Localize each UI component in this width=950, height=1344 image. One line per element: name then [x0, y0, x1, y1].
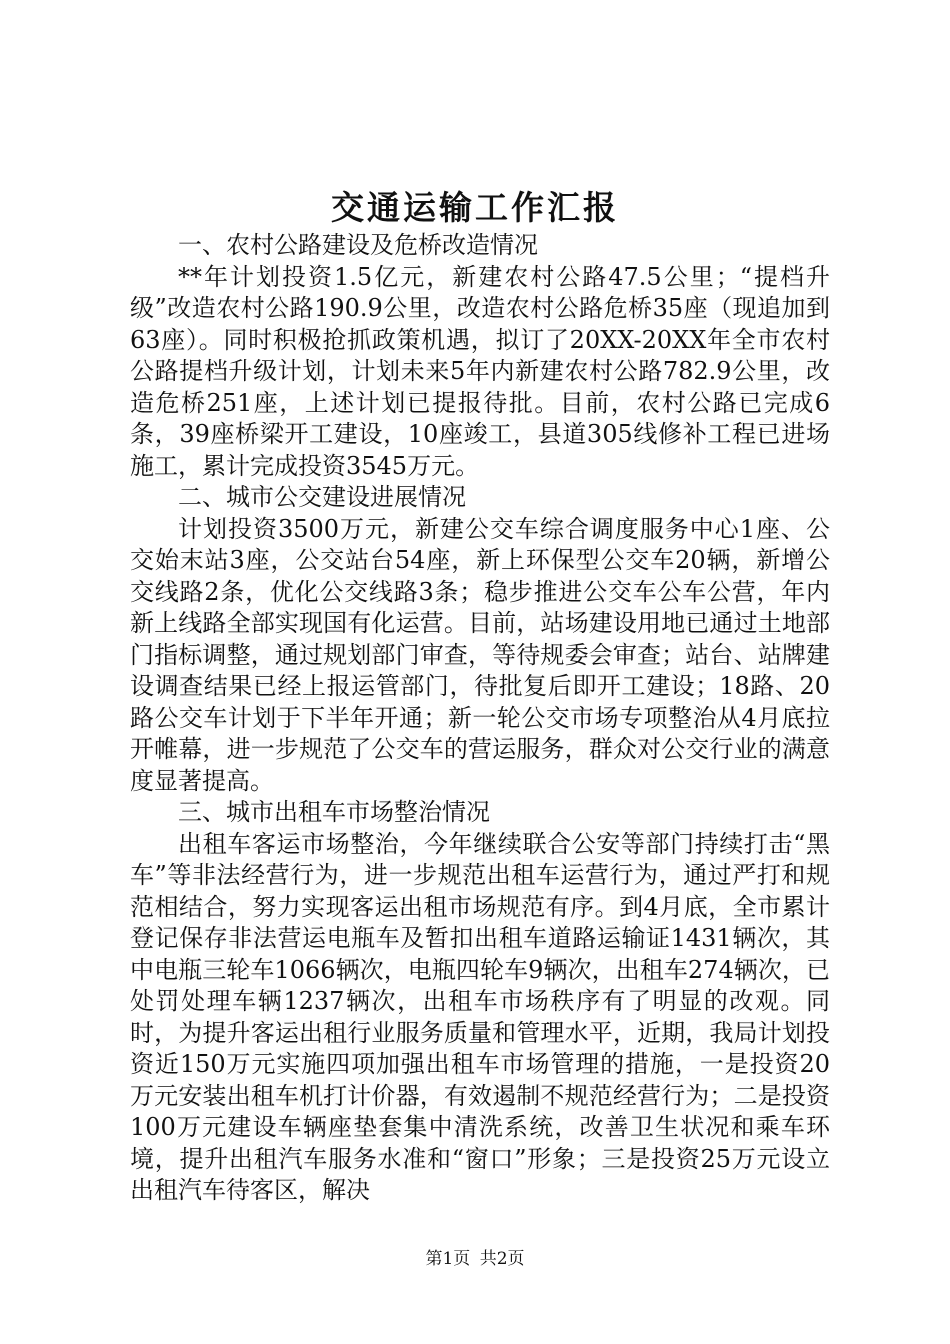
document-body — [130, 230, 830, 1207]
section-heading-city-bus: 二、城市公交建设进展情况 — [178, 483, 466, 511]
section-body-city-bus: 计划投资3500万元，新建公交车综合调度服务中心1座、公交始末站3座，公交站台54座，新上环保型公交车20辆，新增公交线路2条，优化公交线路3条；稳步推进公交车公车公营，年内新上线路全部实现国有化运营。目前，站场建设用地已通过土地部门指标调整，通过规划部门审查，等待规委会审查；站台、站牌建设调查结果已经上报运管部门，待批复后即开工建设；18路、20路公交车计划于下半年开通；新一轮公交市场专项整治从4月底拉开帷幕，进一步规范了公交车的营运服务，群众对公交行业的满意度显著提高。 — [130, 514, 830, 795]
section-heading-taxi-market: 三、城市出租车市场整治情况 — [178, 798, 490, 826]
page-footer — [0, 1244, 950, 1269]
section-body-taxi-market: 出租车客运市场整治，今年继续联合公安等部门持续打击“黑车”等非法经营行为，进一步规范出租车运营行为，通过严打和规范相结合，努力实现客运出租市场规范有序。到4月底，全市累计登记保存非法营运电瓶车及暂扣出租车道路运输证1431辆次，其中电瓶三轮车1066辆次，电瓶四轮车9辆次，出租车274辆次，已处罚处理车辆1237辆次，出租车市场秩序有了明显的改观。同时，为提升客运出租行业服务质量和管理水平，近期，我局计划投资近150万元实施四项加强出租车市场管理的措施，一是投资20万元安装出租车机打计价器，有效遏制不规范经营行为；二是投资100万元建设车辆座垫套集中清洗系统，改善卫生状况和乘车环境，提升出租汽车服务水准和“窗口”形象；三是投资25万元设立出租汽车待客区，解决 — [130, 829, 830, 1204]
page-number: 第1页 — [425, 1249, 471, 1269]
document-title: 交通运输工作汇报 — [331, 188, 619, 227]
section-heading-rural-roads: 一、农村公路建设及危桥改造情况 — [178, 231, 538, 259]
page-total: 共2页 — [479, 1249, 525, 1269]
section-body-rural-roads: **年计划投资1.5亿元，新建农村公路47.5公里；“提档升级”改造农村公路190.9公里，改造农村公路危桥35座（现追加到63座）。同时积极抢抓政策机遇，拟订了20XX-20XX年全市农村公路提档升级计划，计划未来5年内新建农村公路782.9公里，改造危桥251座，上述计划已提报待批。目前，农村公路已完成6条，39座桥梁开工建设，10座竣工，县道305线修补工程已进场施工，累计完成投资3545万元。 — [130, 262, 830, 480]
